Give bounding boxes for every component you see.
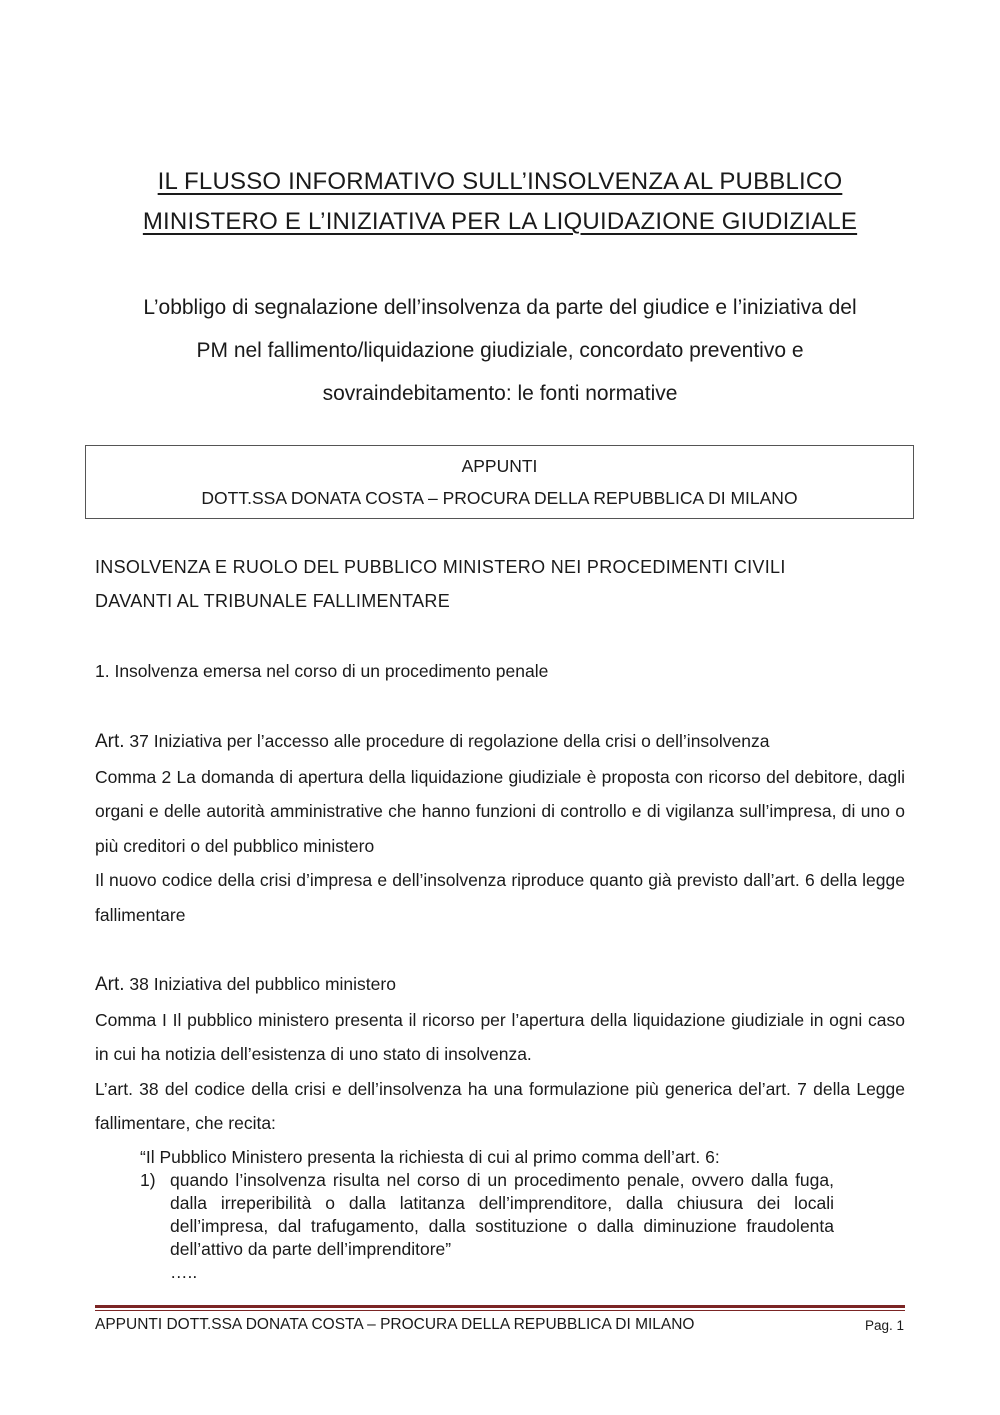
subtitle-line-1: L’obbligo di segnalazione dell’insolvenza da parte del giudice e l’iniziativa del <box>143 296 857 319</box>
subtitle-line-3: sovraindebitamento: le fonti normative <box>322 382 678 405</box>
quote-item-number: 1) <box>140 1170 156 1190</box>
author-box-line-1: APPUNTI <box>461 456 538 476</box>
subtitle-line-2: PM nel fallimento/liquidazione giudiziale, concordato preventivo e <box>196 339 804 362</box>
document-subtitle <box>90 286 910 415</box>
art37-note: Il nuovo codice della crisi d’impresa e dell’insolvenza riproduce quanto già previsto dall’art. 6 della legge fallimentare <box>95 870 905 925</box>
art38-note: L’art. 38 del codice della crisi e dell’insolvenza ha una formulazione più generica del’art. 7 della Legge fallimentare, che recita: <box>95 1078 905 1133</box>
section-heading-line-1: INSOLVENZA E RUOLO DEL PUBBLICO MINISTERO NEI PROCEDIMENTI CIVILI <box>95 557 786 577</box>
quote-list <box>140 1169 834 1261</box>
section-heading-line-2: DAVANTI AL TRIBUNALE FALLIMENTARE <box>95 591 450 611</box>
art37-label: Art. <box>95 731 125 752</box>
art37-block <box>95 724 905 932</box>
art38-block <box>95 967 905 1141</box>
quote-intro: “Il Pubblico Ministero presenta la richiesta di cui al primo comma dell’art. 6: <box>140 1147 720 1167</box>
title-line-2: MINISTERO E L’INIZIATIVA PER LA LIQUIDAZIONE GIUDIZIALE <box>142 208 858 235</box>
quote-list-item <box>140 1169 834 1261</box>
author-box-line-2: DOTT.SSA DONATA COSTA – PROCURA DELLA REPUBBLICA DI MILANO <box>201 488 798 508</box>
art38-heading <box>95 967 905 1003</box>
quote-ellipsis: ….. <box>170 1262 198 1282</box>
author-box <box>85 445 914 519</box>
art38-title: 38 Iniziativa del pubblico ministero <box>124 974 396 994</box>
quote-item-text: quando l’insolvenza risulta nel corso di un procedimento penale, ovvero dalla fuga, dalla irreperibilità o dalla latitanza dell’imprenditore, dalla chiusura dei locali dell’impresa, dal trafugamento, dalla sostituzione o dalla diminuzione fraudolenta dell’attivo da parte dell’imprenditore” <box>170 1170 834 1259</box>
page-number: Pag. 1 <box>864 1318 904 1333</box>
section-heading <box>95 550 905 618</box>
document-title <box>0 162 1000 242</box>
art37-title: 37 Iniziativa per l’accesso alle procedure di regolazione della crisi o dell’insolvenza <box>124 731 770 751</box>
footer-rule-thick <box>95 1305 905 1308</box>
art37-heading <box>95 724 905 760</box>
art38-comma: Comma I Il pubblico ministero presenta il ricorso per l’apertura della liquidazione giudiziale in ogni caso in cui ha notizia dell’esistenza di uno stato di insolvenza. <box>95 1009 905 1064</box>
footer-rule-thin <box>95 1310 905 1311</box>
legal-quote <box>140 1146 834 1284</box>
art38-label: Art. <box>95 974 125 995</box>
art37-comma: Comma 2 La domanda di apertura della liquidazione giudiziale è proposta con ricorso del debitore, dagli organi e delle autorità amministrative che hanno funzioni di controllo e di vigilanza sull’impresa, di uno o più creditori o del pubblico ministero <box>95 766 905 856</box>
subsection-heading: 1. Insolvenza emersa nel corso di un procedimento penale <box>95 661 549 681</box>
footer-text: APPUNTI DOTT.SSA DONATA COSTA – PROCURA DELLA REPUBBLICA DI MILANO <box>95 1316 695 1333</box>
title-line-1: IL FLUSSO INFORMATIVO SULL’INSOLVENZA AL PUBBLICO <box>157 168 843 195</box>
